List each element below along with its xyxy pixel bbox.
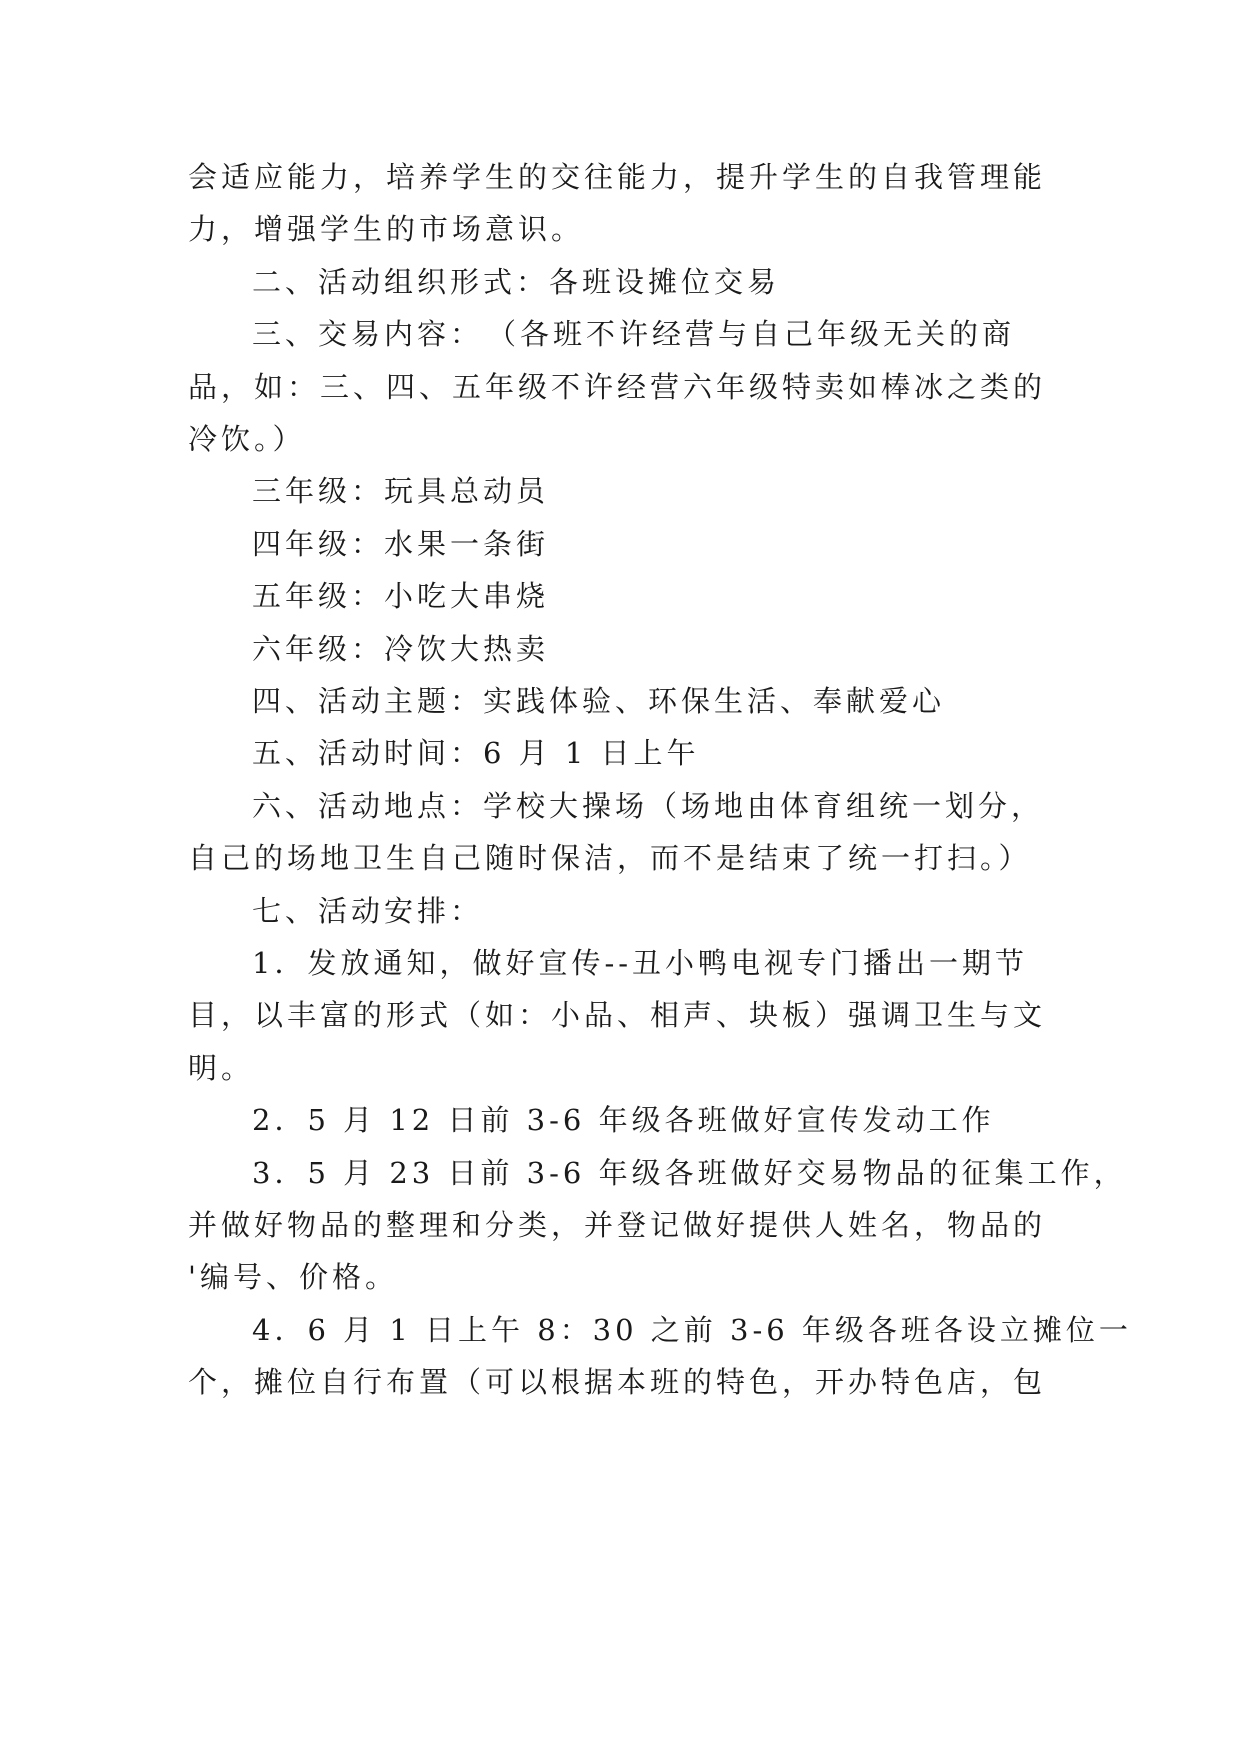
grade-item-6: 六年级：冷饮大热卖 [252,632,550,666]
paragraph-line: 品，如：三、四、五年级不许经营六年级特卖如棒冰之类的 [188,370,1047,404]
paragraph-line: '编号、价格。 [188,1260,398,1294]
section-heading-time: 五、活动时间：6 月 1 日上午 [252,736,700,770]
paragraph-line: 并做好物品的整理和分类，并登记做好提供人姓名，物品的 [188,1208,1047,1242]
arrangement-item-4: 4．6 月 1 日上午 8：30 之前 3-6 年级各班各设立摊位一 [252,1313,1132,1347]
paragraph-line: 目，以丰富的形式（如：小品、相声、块板）强调卫生与文 [188,998,1047,1032]
paragraph-line: 自己的场地卫生自己随时保洁，而不是结束了统一打扫。） [188,841,1032,875]
section-heading-organization: 二、活动组织形式：各班设摊位交易 [252,265,781,299]
grade-item-3: 三年级：玩具总动员 [252,474,550,508]
grade-item-4: 四年级：水果一条街 [252,527,550,561]
paragraph-line: 个，摊位自行布置（可以根据本班的特色，开办特色店，包 [188,1365,1047,1399]
paragraph-line: 明。 [188,1051,255,1085]
grade-item-5: 五年级：小吃大串烧 [252,579,550,613]
arrangement-item-1: 1．发放通知，做好宣传--丑小鸭电视专门播出一期节 [252,946,1029,980]
paragraph-line: 会适应能力，培养学生的交往能力，提升学生的自我管理能 [188,160,1047,194]
arrangement-item-3: 3．5 月 23 日前 3-6 年级各班做好交易物品的征集工作， [252,1156,1127,1190]
paragraph-line: 冷饮。） [188,422,306,456]
section-heading-content: 三、交易内容： （各班不许经营与自己年级无关的商 [252,317,1016,351]
section-heading-arrangement: 七、活动安排： [252,894,484,928]
section-heading-location: 六、活动地点：学校大操场（场地由体育组统一划分， [252,789,1045,823]
paragraph-line: 力，增强学生的市场意识。 [188,212,585,246]
section-heading-theme: 四、活动主题：实践体验、环保生活、奉献爱心 [252,684,946,718]
arrangement-item-2: 2．5 月 12 日前 3-6 年级各班做好宣传发动工作 [252,1103,995,1137]
